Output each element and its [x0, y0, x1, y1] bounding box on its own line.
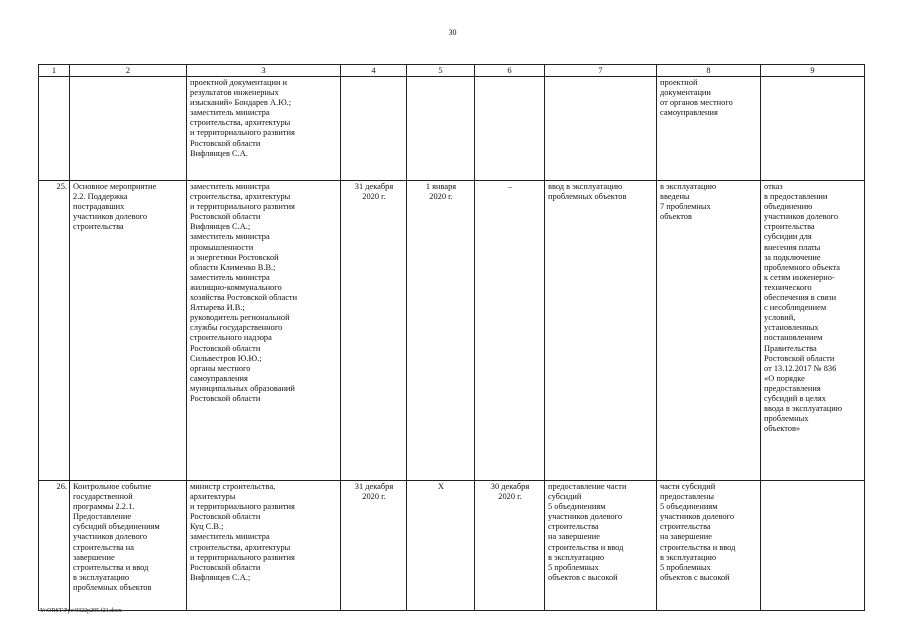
table-cell-col-6 [475, 181, 545, 481]
cell-text-line: результатов инженерных [190, 88, 279, 98]
cell-text-line: строительного надзора [190, 333, 272, 343]
cell-text-line: к сетям инженерно- [764, 272, 835, 282]
column-header-3: 3 [187, 65, 341, 77]
table-cell-col-6 [475, 77, 545, 181]
column-header-9: 9 [761, 65, 865, 77]
cell-text-line: 5 проблемных [660, 562, 711, 572]
cell-text-line: субсидий в целях [764, 393, 826, 403]
table-cell-col-1 [39, 181, 70, 481]
cell-text-line: от органов местного [660, 98, 733, 108]
cell-text-line: предоставление части [548, 482, 627, 491]
cell-text-line: и территориального развития [190, 128, 295, 138]
cell-text-line: завершение [73, 552, 115, 562]
cell-text-line: в эксплуатацию [73, 572, 130, 582]
cell-text-line: «О порядке [764, 373, 805, 383]
cell-text-line: архитектуры [190, 492, 236, 502]
cell-text-line: Ростовской области [190, 138, 261, 148]
cell-text-line: руководитель региональной [190, 313, 290, 323]
column-header-6: 6 [475, 65, 545, 77]
cell-text-line: 31 декабря [354, 182, 394, 191]
cell-text-line: Предоставление [73, 512, 132, 522]
cell-text-line: от 13.12.2017 № 836 [764, 363, 837, 373]
cell-text-line: строительства, архитектуры [190, 118, 291, 128]
cell-text-line: Куц С.В.; [190, 522, 224, 532]
cell-text-line: условий, [764, 313, 796, 323]
cell-text-line: 26. [56, 482, 67, 491]
table-cell-col-2 [70, 481, 187, 611]
cell-text-line: заместитель министра [190, 108, 270, 118]
table-cell-col-7 [545, 481, 657, 611]
table-cell-col-3 [187, 77, 341, 181]
cell-text-line: участников долевого [660, 512, 735, 522]
cell-text-line: в эксплуатацию [660, 182, 717, 191]
cell-text-line: проблемных объектов [548, 192, 627, 202]
cell-text-line: 2.2. Поддержка [73, 192, 128, 202]
document-table [38, 64, 865, 611]
cell-text-line: проблемных [764, 414, 809, 424]
cell-text-line: с несоблюдением [764, 303, 827, 313]
cell-text-line: проектной документации и [190, 78, 288, 87]
cell-text-line: строительства и ввод [73, 562, 149, 572]
cell-text-line: 30 декабря [490, 482, 530, 491]
table-cell-col-5 [407, 181, 475, 481]
cell-text-line: на завершение [660, 532, 712, 542]
cell-text-line: объектов» [764, 424, 801, 434]
cell-text-line: внесения платы [764, 242, 821, 252]
cell-text-line: строительства [548, 522, 599, 532]
table-cell-col-4 [341, 481, 407, 611]
cell-text-line: отказ [764, 182, 783, 191]
cell-text-line: субсидий [548, 492, 582, 502]
cell-text-line: строительства [660, 522, 711, 532]
cell-text-line: Ростовской области [190, 393, 261, 403]
cell-text-line: Ростовской области [190, 212, 261, 222]
table-cell-col-8 [657, 481, 761, 611]
cell-text-line: технического [764, 282, 812, 292]
table-cell-col-6 [475, 481, 545, 611]
cell-text-line: самоуправления [660, 108, 718, 118]
cell-text-line: в эксплуатацию [548, 552, 605, 562]
cell-text-line: государственной [73, 492, 133, 502]
cell-text-line: части субсидий [660, 482, 716, 491]
cell-text-line: Ростовской области [190, 343, 261, 353]
file-path-footer: Y:\ORST\Ppo\0322p205.f21.docx [40, 608, 122, 614]
table-row [39, 181, 865, 481]
cell-text-line: 2020 г. [362, 192, 386, 202]
cell-text-line: 25. [56, 182, 67, 191]
cell-text-line: Ростовской области [190, 562, 261, 572]
cell-text-line: жилищно-коммунального [190, 282, 282, 292]
cell-text-line: 31 декабря [354, 482, 394, 491]
cell-text-line: строительства [764, 222, 815, 232]
cell-text-line: постановлением [764, 333, 823, 343]
cell-text-line: 2020 г. [429, 192, 453, 202]
cell-text-line: проектной [660, 78, 698, 87]
cell-text-line: введены [660, 192, 690, 202]
table-cell-col-3 [187, 481, 341, 611]
cell-text-line: Вифлянцев С.А. [190, 148, 248, 158]
cell-text-line: заместитель министра [190, 272, 270, 282]
cell-text-line: предоставления [764, 383, 821, 393]
cell-text-line: министр строительства, [190, 482, 276, 491]
cell-text-line: и территориального развития [190, 552, 295, 562]
cell-text-line: 1 января [425, 182, 457, 191]
cell-text-line: ввод в эксплуатацию [548, 182, 623, 191]
cell-text-line: области Клименко В.В.; [190, 262, 276, 272]
cell-text-line: 7 проблемных [660, 202, 711, 212]
cell-text-line: 5 проблемных [548, 562, 599, 572]
cell-text-line: заместитель министра [190, 532, 270, 542]
cell-text-line: Основное мероприятие [73, 182, 157, 191]
table-cell-col-8 [657, 181, 761, 481]
cell-text-line: Ростовской области [190, 512, 261, 522]
table-cell-col-9 [761, 181, 865, 481]
table-row [39, 481, 865, 611]
cell-text-line: строительства [73, 222, 124, 232]
column-header-8: 8 [657, 65, 761, 77]
cell-text-line: Вифлянцев С.А.; [190, 572, 251, 582]
cell-text-line: и территориального развития [190, 202, 295, 212]
cell-text-line: в эксплуатацию [660, 552, 717, 562]
cell-text-line: 5 объединениям [660, 502, 718, 512]
cell-text-line: участников долевого [764, 212, 839, 222]
cell-text-line: муниципальных образований [190, 383, 295, 393]
cell-text-line: Контрольное событие [73, 482, 152, 491]
cell-text-line: объединению [764, 202, 813, 212]
page-number: 30 [448, 28, 457, 37]
cell-text-line: документации [660, 88, 711, 98]
cell-text-line: за подключение [764, 252, 821, 262]
cell-text-line: и энергетики Ростовской [190, 252, 279, 262]
cell-text-line: изысканий» Бондарев А.Ю.; [190, 98, 292, 108]
column-header-2: 2 [70, 65, 187, 77]
cell-text-line: 2020 г. [362, 492, 386, 502]
column-header-7: 7 [545, 65, 657, 77]
cell-text-line: Сильвестров Ю.Ю.; [190, 353, 262, 363]
cell-text-line: строительства и ввод [660, 542, 736, 552]
cell-text-line: объектов с высокой [660, 572, 730, 582]
table-cell-col-4 [341, 181, 407, 481]
table-cell-col-4 [341, 77, 407, 181]
cell-text-line: заместитель министра [190, 182, 270, 191]
cell-text-line: строительства и ввод [548, 542, 624, 552]
table-cell-col-1 [39, 77, 70, 181]
cell-text-line: обеспечения в связи [764, 293, 837, 303]
cell-text-line: и территориального развития [190, 502, 295, 512]
cell-text-line: участников долевого [73, 212, 148, 222]
cell-text-line: Ростовской области [764, 353, 835, 363]
cell-text-line: строительства, архитектуры [190, 192, 291, 202]
cell-text-line: Вифлянцев С.А.; [190, 222, 251, 232]
cell-text-line: Правительства [764, 343, 817, 353]
cell-text-line: пострадавших [73, 202, 125, 212]
cell-text-line: участников долевого [73, 532, 148, 542]
table-row [39, 77, 865, 181]
table-cell-col-7 [545, 77, 657, 181]
cell-text-line: предоставлены [660, 492, 714, 502]
table-cell-col-7 [545, 181, 657, 481]
table-cell-col-1 [39, 481, 70, 611]
cell-text-line: участников долевого [548, 512, 623, 522]
cell-text-line: установленных [764, 323, 819, 333]
table-header-row [39, 65, 865, 77]
cell-text-line: X [437, 482, 445, 491]
cell-text-line: самоуправления [190, 373, 248, 383]
cell-text-line: субсидии для [764, 232, 812, 242]
cell-text-line: ввода в эксплуатацию [764, 404, 843, 414]
table-cell-col-5 [407, 77, 475, 181]
table-cell-col-2 [70, 181, 187, 481]
column-header-4: 4 [341, 65, 407, 77]
table-cell-col-9 [761, 77, 865, 181]
cell-text-line: субсидий объединениям [73, 522, 160, 532]
cell-text-line: объектов с высокой [548, 572, 618, 582]
table-cell-col-5 [407, 481, 475, 611]
cell-text-line: строительства на [73, 542, 134, 552]
cell-text-line: в предоставлении [764, 192, 828, 202]
cell-text-line: проблемного объекта [764, 262, 841, 272]
cell-text-line: проблемных объектов [73, 582, 152, 592]
cell-text-line: органы местного [190, 363, 251, 373]
cell-text-line: промышленности [190, 242, 254, 252]
cell-text-line: 5 объединениям [548, 502, 606, 512]
cell-text-line: – [507, 182, 513, 191]
column-header-5: 5 [407, 65, 475, 77]
table-cell-col-8 [657, 77, 761, 181]
cell-text-line: программы 2.2.1. [73, 502, 135, 512]
table-cell-col-2 [70, 77, 187, 181]
cell-text-line: объектов [660, 212, 692, 222]
cell-text-line: на завершение [548, 532, 600, 542]
cell-text-line: строительства, архитектуры [190, 542, 291, 552]
table-cell-col-9 [761, 481, 865, 611]
column-header-1: 1 [39, 65, 70, 77]
cell-text-line: Ялтырева И.В.; [190, 303, 245, 313]
cell-text-line: службы государственного [190, 323, 283, 333]
cell-text-line: хозяйства Ростовской области [190, 293, 298, 303]
cell-text-line: заместитель министра [190, 232, 270, 242]
table-cell-col-3 [187, 181, 341, 481]
cell-text-line: 2020 г. [498, 492, 522, 502]
